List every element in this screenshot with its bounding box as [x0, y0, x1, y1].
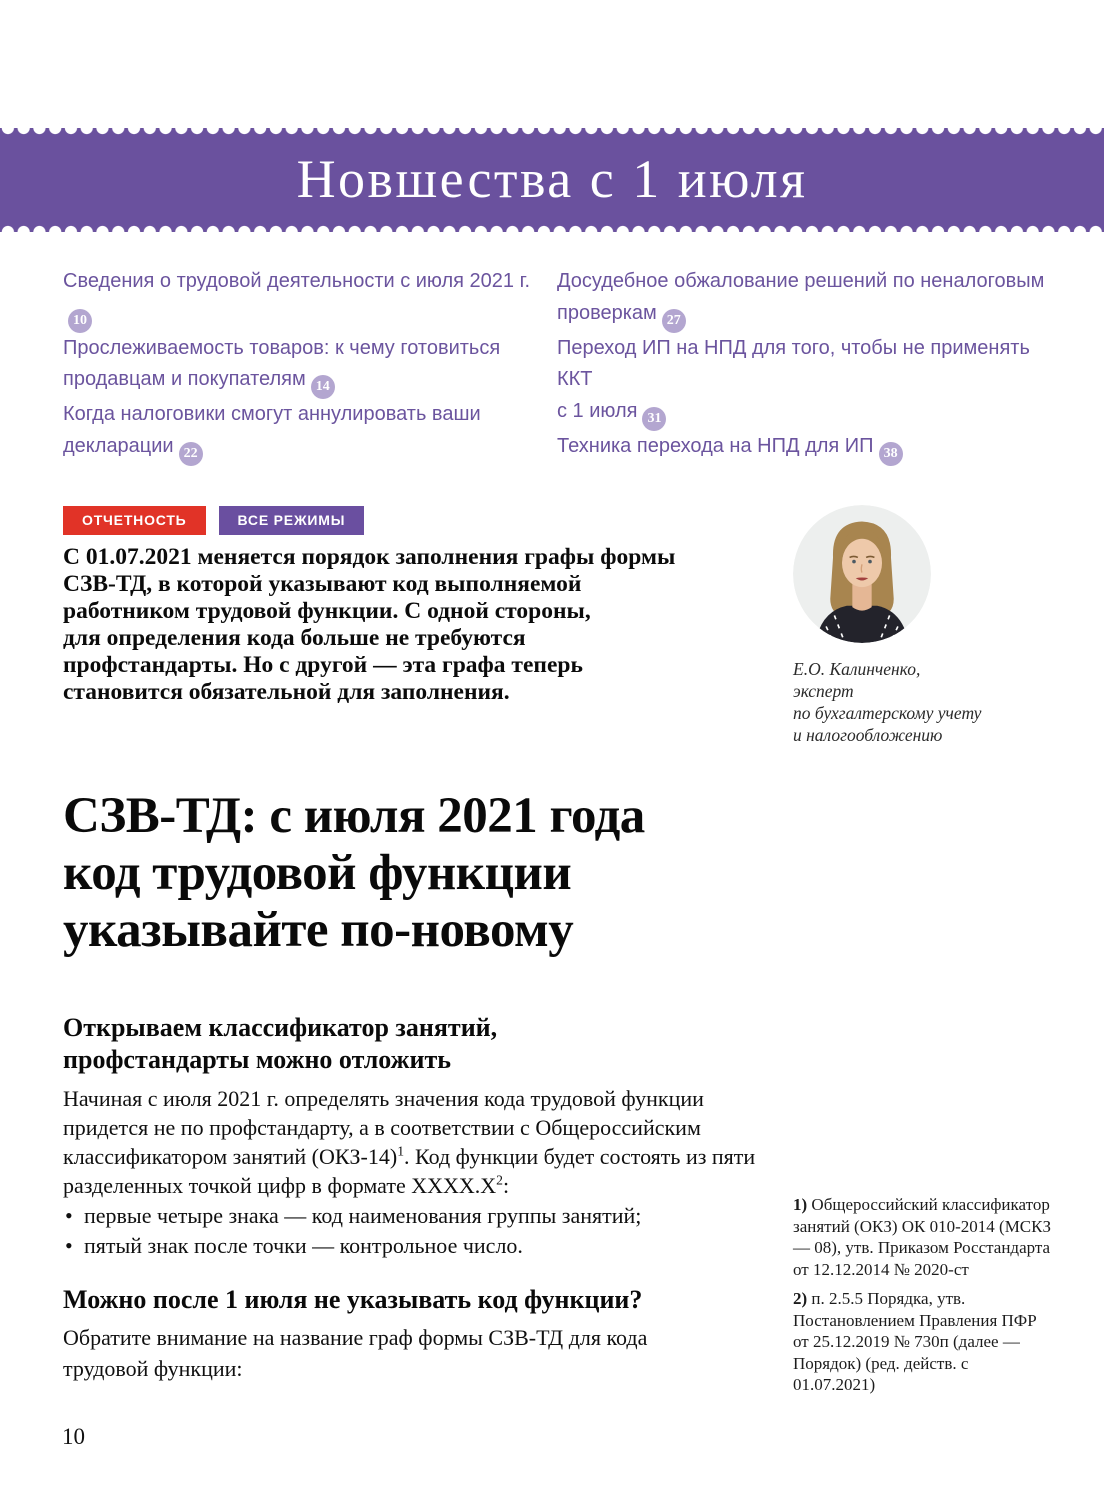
author-caption	[793, 658, 1055, 746]
section-banner	[0, 128, 1104, 232]
section-heading-1	[63, 1012, 773, 1076]
page-number-badge: 38	[879, 442, 903, 466]
toc-entry-label: Техника перехода на НПД для ИП	[557, 434, 874, 457]
bullet-list	[63, 1201, 768, 1261]
toc-entry-label: декларации	[63, 434, 174, 457]
toc-entry[interactable]	[63, 266, 557, 333]
footnote-ref-1[interactable]: 1	[397, 1143, 405, 1159]
rubric-tags	[63, 506, 364, 535]
toc-column-left	[63, 266, 557, 466]
footnote-text: п. 2.5.5 Порядка, утв. Постановлением Правления ПФР от 25.12.2019 № 730п (далее — Порядок) (ред. действ. с 01.07.2021)	[793, 1289, 1037, 1394]
author-photo	[793, 505, 931, 643]
lead-line: профстандарты. Но с другой — эта графа теперь	[63, 652, 583, 678]
section-heading-line: Открываем классификатор занятий,	[63, 1013, 498, 1042]
toc-entry-label: Когда налоговики смогут аннулировать ваши	[63, 403, 481, 426]
author-role: эксперт	[793, 681, 854, 701]
author-role: по бухгалтерскому учету	[793, 703, 982, 723]
toc-entry[interactable]	[63, 399, 557, 466]
tag-vse-rezhimy: ВСЕ РЕЖИМЫ	[219, 506, 365, 535]
page-number-badge: 27	[662, 309, 686, 333]
section-heading-2: Можно после 1 июля не указывать код функции?	[63, 1285, 643, 1314]
paragraph-text: Начиная с июля 2021 г. определять значения кода трудовой функции придется не по профстандарту, а в соответствии с Общероссийским классификатором занятий (ОКЗ-14)	[63, 1086, 704, 1169]
toc-entry-label: продавцам и покупателям	[63, 368, 306, 391]
author-portrait-illustration	[793, 505, 931, 643]
lead-line: для определения кода больше не требуются	[63, 625, 526, 651]
author-role: и налогообложению	[793, 725, 943, 745]
footnote-2	[793, 1288, 1053, 1396]
tag-otchetnost: ОТЧЕТНОСТЬ	[63, 506, 206, 535]
lead-line: работником трудовой функции. С одной стороны,	[63, 598, 591, 624]
section-1-paragraph	[63, 1084, 768, 1261]
toc-entry-label: Сведения о трудовой деятельности с июля 2021 г.	[63, 270, 531, 292]
article-title-line: СЗВ-ТД: с июля 2021 года	[63, 788, 645, 844]
footnote-marker: 1)	[793, 1195, 808, 1214]
lead-line: становится обязательной для заполнения.	[63, 679, 510, 705]
paragraph-text: :	[502, 1173, 510, 1198]
lead-line: С 01.07.2021 меняется порядок заполнения графы формы	[63, 544, 676, 570]
section-banner-title: Новшества с 1 июля	[296, 149, 808, 209]
table-of-contents	[63, 266, 1055, 466]
article-title-line: код трудовой функции	[63, 845, 572, 901]
author-block	[793, 505, 1055, 746]
bullet-item: • первые четыре знака — код наименования группы занятий;	[63, 1201, 768, 1231]
toc-entry[interactable]	[557, 333, 1051, 431]
footnote-ref-2[interactable]: 2	[496, 1172, 503, 1188]
footnotes	[793, 1194, 1053, 1396]
author-name: Е.О. Калинченко,	[793, 659, 921, 679]
toc-entry[interactable]	[557, 431, 1051, 466]
footnote-marker: 2)	[793, 1289, 808, 1308]
bullet-item: • пятый знак после точки — контрольное число.	[63, 1231, 768, 1261]
page-number-badge: 31	[642, 407, 666, 431]
section-heading-line: профстандарты можно отложить	[63, 1045, 452, 1074]
paragraph-text: . Код функции будет состоять из пяти разделенных точкой цифр в формате ХХХХ.Х	[63, 1144, 756, 1198]
toc-entry-label: Досудебное обжалование решений по неналоговым	[557, 270, 1045, 292]
toc-entry-label: проверкам	[557, 301, 657, 324]
toc-entry-label: Прослеживаемость товаров: к чему готовиться	[63, 336, 501, 359]
toc-entry-label: Переход ИП на НПД для того, чтобы не применять ККТ	[557, 336, 1030, 391]
footnote-text: Общероссийский классификатор занятий (ОКЗ) ОК 010-2014 (МСКЗ — 08), утв. Приказом Росстандарта от 12.12.2014 № 2020-ст	[793, 1195, 1052, 1279]
page-number-badge: 10	[68, 309, 92, 333]
toc-entry-label: с 1 июля	[557, 399, 638, 422]
article-title-line: указывайте по-новому	[63, 902, 574, 958]
footnote-1	[793, 1194, 1053, 1280]
toc-entry[interactable]	[63, 333, 557, 400]
article-title	[63, 788, 783, 959]
toc-column-right	[557, 266, 1051, 466]
page-number-badge: 22	[179, 442, 203, 466]
lead-line: СЗВ-ТД, в которой указывают код выполняемой	[63, 571, 582, 597]
section-2-paragraph: Обратите внимание на название граф формы СЗВ-ТД для кода трудовой функции:	[63, 1325, 648, 1381]
page-number: 10	[62, 1424, 85, 1449]
toc-entry[interactable]	[557, 266, 1051, 333]
article-lead	[63, 544, 773, 706]
page-number-badge: 14	[311, 375, 335, 399]
